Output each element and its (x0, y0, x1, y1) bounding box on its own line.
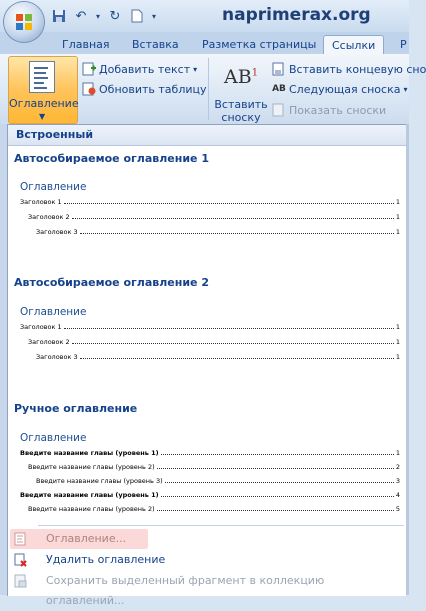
preview-line: Введите название главы (уровень 1) 1 (20, 449, 400, 457)
gallery-item-auto-toc-2[interactable] (14, 293, 400, 389)
tab-references[interactable]: Ссылки (323, 35, 384, 55)
update-table-button[interactable] (82, 82, 207, 96)
show-notes-button[interactable] (272, 103, 386, 117)
next-footnote-button[interactable] (272, 82, 408, 96)
remove-toc-label: Удалить оглавление (46, 553, 166, 566)
toc-button-label: Оглавление (9, 97, 79, 110)
show-notes-icon (272, 103, 286, 117)
insert-endnote-button[interactable] (272, 62, 426, 76)
preview-line: Введите название главы (уровень 3) 3 (36, 477, 400, 485)
toc-dialog-menu-item[interactable] (8, 529, 406, 549)
toc-gallery-dropdown (7, 124, 406, 607)
save-selection-label: Сохранить выделенный фрагмент в коллекцию оглавлений... (46, 574, 325, 607)
toc-icon (13, 532, 27, 546)
preview-line: Введите название главы (уровень 2) 5 (28, 505, 400, 513)
menu-divider (38, 525, 404, 526)
toc-icon (29, 61, 55, 93)
tab-insert[interactable]: Вставка (132, 38, 179, 51)
add-text-button[interactable] (82, 62, 197, 76)
new-document-icon[interactable] (128, 7, 146, 25)
customize-qat-icon[interactable]: ▾ (151, 11, 156, 21)
preview-heading: Оглавление (20, 306, 87, 318)
endnote-icon (272, 62, 286, 76)
preview-line: Введите название главы (уровень 1) 4 (20, 491, 400, 499)
ribbon-tabs (0, 32, 409, 54)
tab-review[interactable]: Р (400, 38, 407, 51)
office-logo-icon (15, 13, 33, 31)
chevron-down-icon: ▼ (39, 112, 46, 121)
chevron-down-icon: ▾ (403, 84, 408, 94)
add-text-icon (82, 62, 96, 76)
toc-dialog-label: Оглавление... (46, 532, 127, 545)
save-to-gallery-icon (13, 574, 27, 588)
office-button[interactable] (4, 2, 44, 42)
undo-dropdown-icon[interactable]: ▾ (95, 11, 100, 21)
ribbon-references (0, 54, 426, 125)
footnote-ab-icon[interactable]: $AB^1$ (224, 66, 259, 88)
preview-line: Заголовок 1 1 (20, 198, 400, 206)
save-icon[interactable] (50, 7, 68, 25)
preview-heading: Оглавление (20, 181, 87, 193)
tab-home[interactable]: Главная (62, 38, 110, 51)
save-selection-menu-item[interactable] (8, 571, 406, 607)
gallery-item-title: Автособираемое оглавление 1 (14, 152, 209, 165)
insert-footnote-button[interactable]: Вставить сноску (214, 98, 268, 124)
update-table-icon (82, 82, 96, 96)
gallery-header: Встроенный (8, 125, 406, 146)
toc-button[interactable] (8, 56, 78, 124)
remove-toc-menu-item[interactable] (8, 550, 406, 570)
next-footnote-label: Следующая сноска (289, 82, 401, 96)
add-text-label: Добавить текст (99, 62, 191, 76)
show-notes-label: Показать сноски (289, 103, 387, 117)
gallery-item-title: Автособираемое оглавление 2 (14, 276, 209, 289)
quick-access-toolbar (50, 6, 158, 26)
preview-line: Заголовок 2 1 (28, 213, 400, 221)
gallery-item-title: Ручное оглавление (14, 402, 138, 415)
preview-heading: Оглавление (20, 432, 87, 444)
preview-line: Заголовок 3 1 (36, 228, 400, 236)
chevron-down-icon: ▾ (193, 64, 198, 74)
tab-page-layout[interactable]: Разметка страницы (202, 38, 317, 51)
preview-line: Заголовок 2 1 (28, 338, 400, 346)
remove-toc-icon (13, 553, 27, 567)
redo-icon[interactable]: ↻ (109, 8, 121, 24)
preview-line: Заголовок 3 1 (36, 353, 400, 361)
undo-icon[interactable]: ↶ (75, 8, 87, 24)
preview-line: Заголовок 1 1 (20, 323, 400, 331)
insert-endnote-label: Вставить концевую сно (289, 62, 426, 76)
document-margin (0, 124, 7, 595)
gallery-item-manual-toc[interactable] (14, 419, 400, 523)
next-footnote-icon: AB (272, 84, 286, 94)
gallery-item-auto-toc-1[interactable] (14, 169, 400, 265)
update-table-label: Обновить таблицу (99, 82, 207, 96)
site-title: naprimerax.org (222, 5, 371, 25)
preview-line: Введите название главы (уровень 2) 2 (28, 463, 400, 471)
ribbon-separator (208, 58, 209, 120)
